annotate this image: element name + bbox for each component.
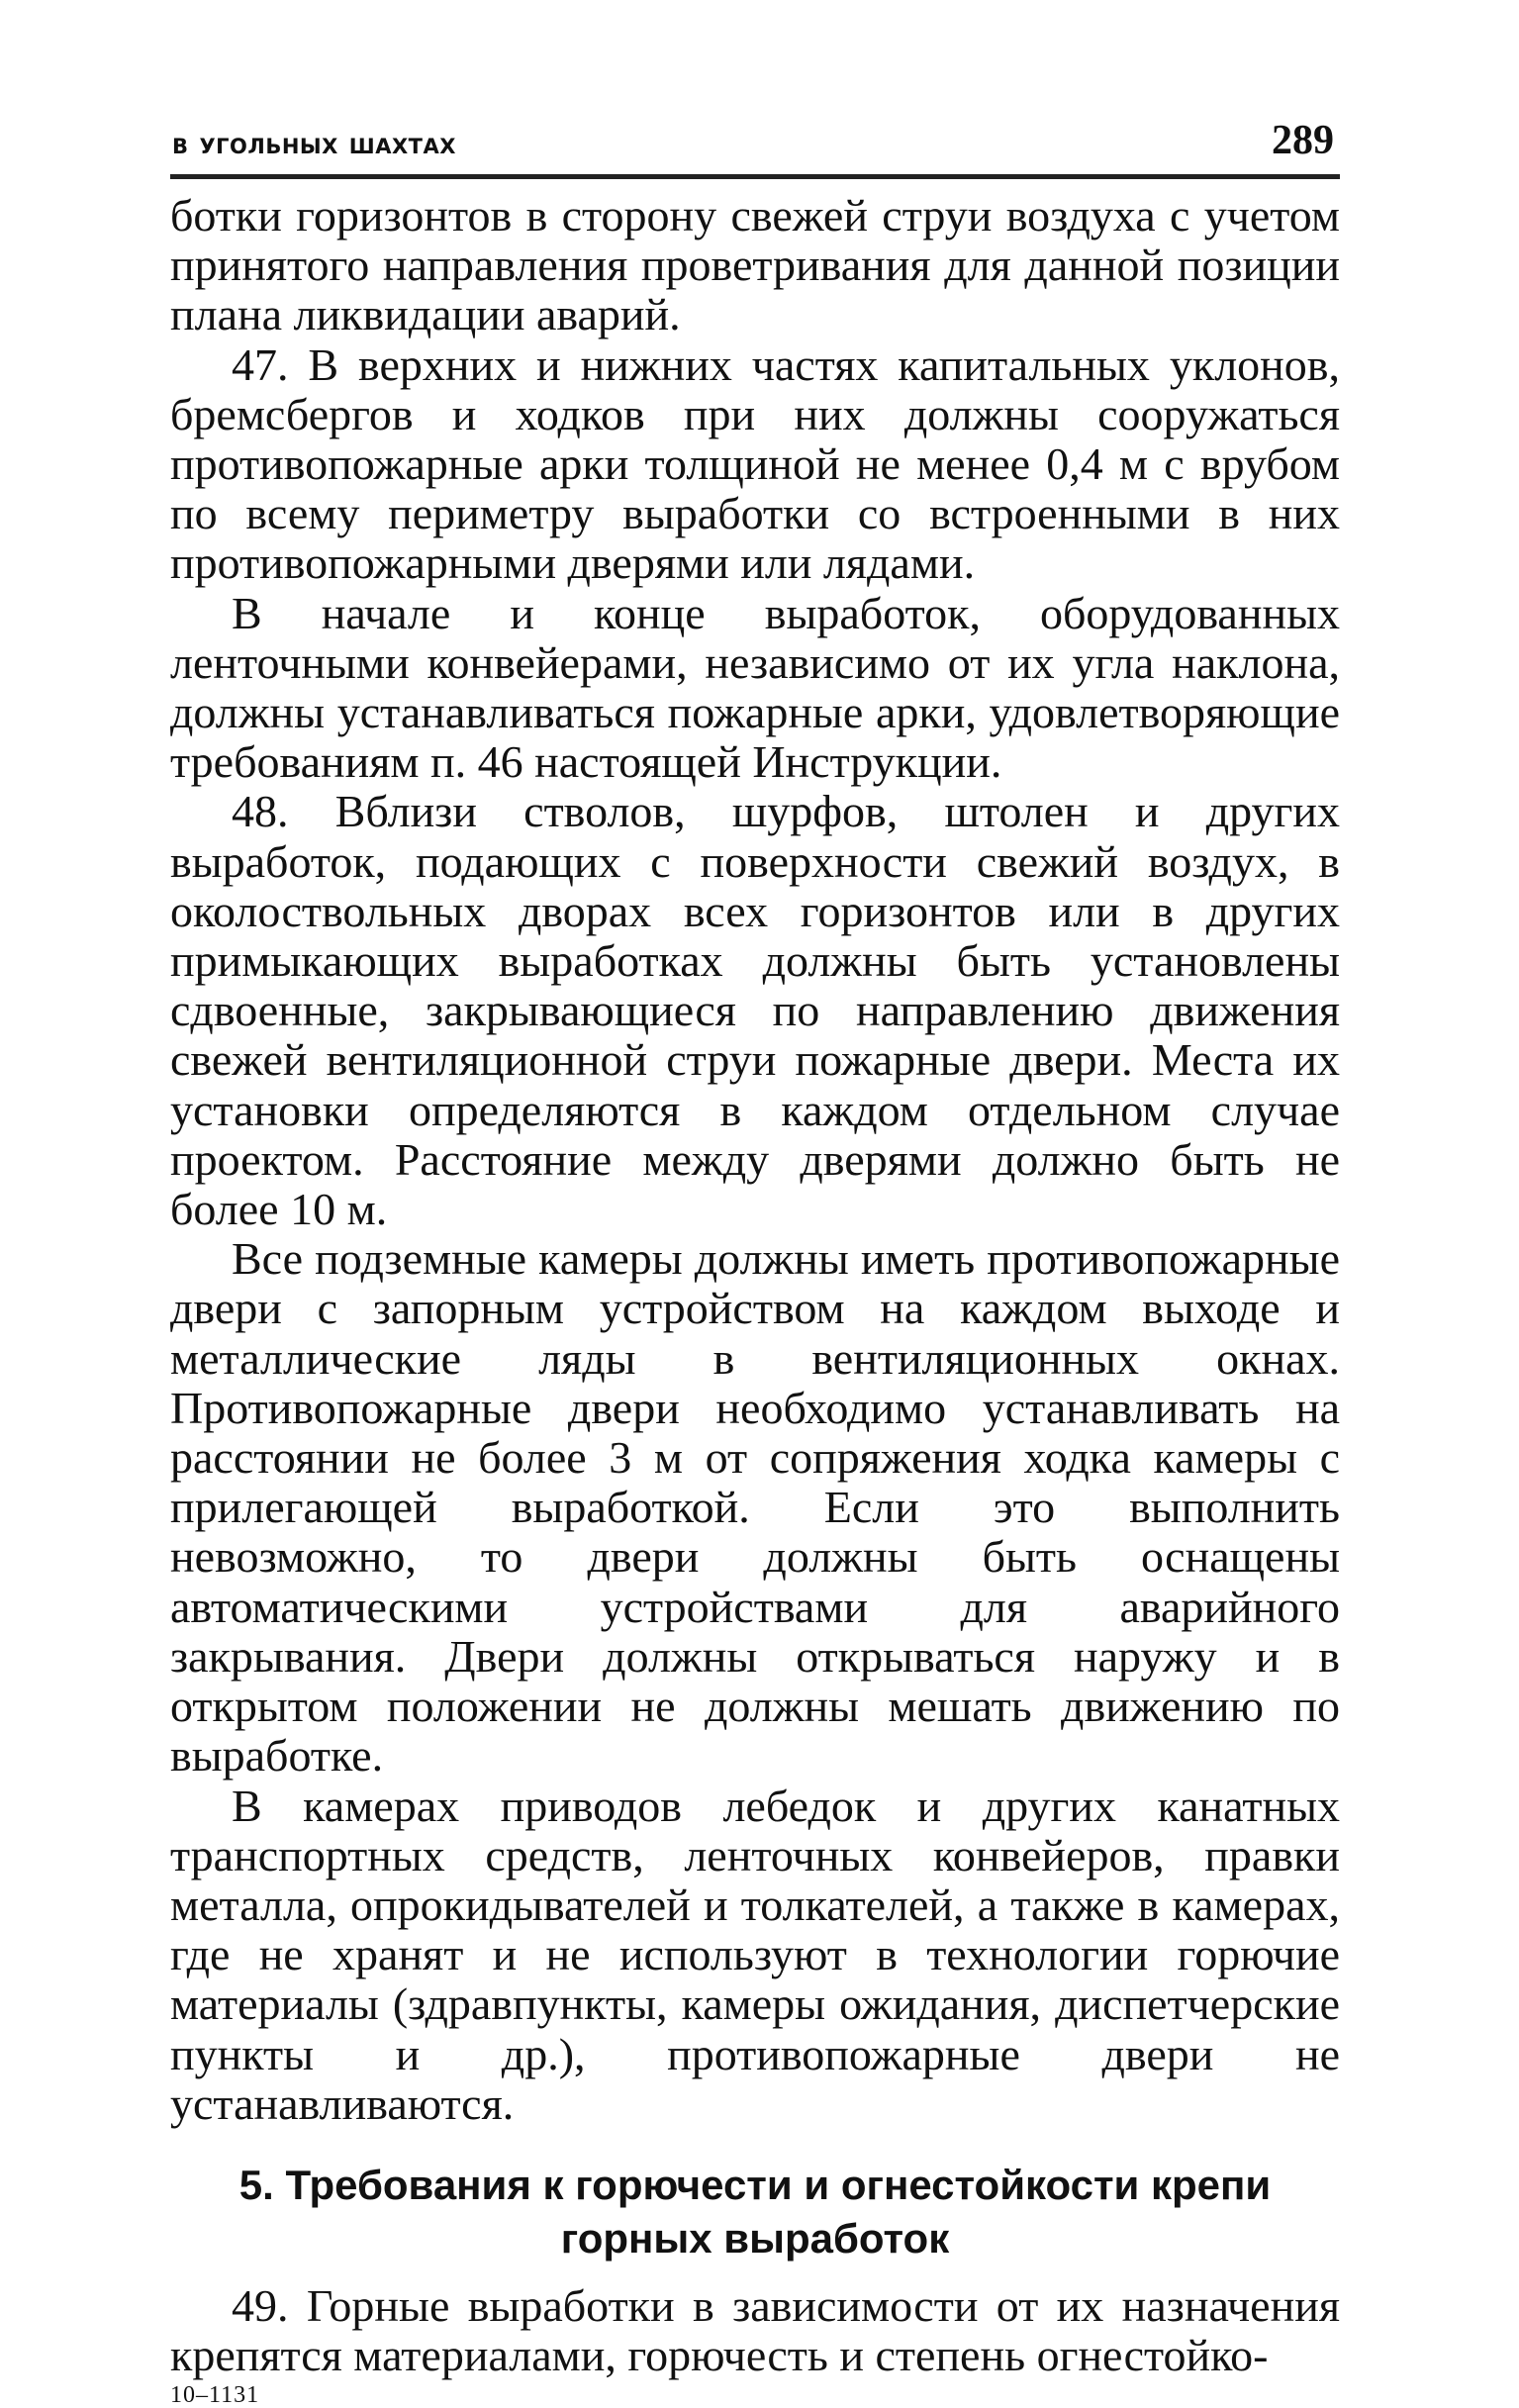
paragraph-continuation: ботки горизонтов в сторону свежей струи воздуха с учетом принятого направления проветривания для данной позиции плана ликвидации аварий. [170,190,1340,340]
book-page [170,117,1340,2408]
paragraph-48: 48. Вблизи стволов, шурфов, штолен и других выработок, подающих с поверхности свежий воздух, в околоствольных дворах всех горизонтов или в других примыкающих выработках должны быть установлены сдвоенные, закрывающиеся по направлению движения свежей вентиляционной струи пожарные двери. Места их установки определяются в каждом отдельном случае проектом. Расстояние между дверями должно быть не более 10 м. [170,786,1340,1235]
paragraph-underground-chambers: Все подземные камеры должны иметь противопожарные двери с запорным устройством на каждом выходе и металлические ляды в вентиляционных окнах. Противопожарные двери необходимо устанавливать на расстоянии не более 3 м от сопряжения ходка камеры с прилегающей выработкой. Если это выполнить невозможно, то двери должны быть оснащены автоматическими устройствами для аварийного закрывания. Двери должны открываться наружу и в открытом положении не должны мешать движению по выработке. [170,1233,1340,1782]
header-rule [170,174,1340,179]
section-heading: 5. Требования к горючести и огнестойкости крепи горных выработок [238,2161,1272,2262]
paragraph-47: 47. В верхних и нижних частях капитальных уклонов, бремсбергов и ходков при них должны сооружаться противопожарные арки толщиной не менее 0,4 м с врубом по всему периметру выработки со встроенными в них противопожарными дверями или лядами. [170,338,1340,589]
running-title: в угольных шахтах [172,127,456,161]
page-number: 289 [1272,118,1334,163]
paragraph-winch-chambers: В камерах приводов лебедок и других канатных транспортных средств, ленточных конвейеров, правки металла, опрокидывателей и толкателей, а также в камерах, где не хранят и не используют в технологии горючие материалы (здравпункты, камеры ожидания, диспетчерские пункты и др.), противопожарные двери не устанавливаются. [170,1780,1340,2129]
signature-mark: 10–1131 [170,2382,260,2408]
running-head [170,117,1340,172]
paragraph-conveyor-arches: В начале и конце выработок, оборудованных ленточными конвейерами, независимо от их угла наклона, должны устанавливаться пожарные арки, удовлетворяющие требованиям п. 46 настоящей Инструкции. [170,587,1340,788]
paragraph-49: 49. Горные выработки в зависимости от их назначения крепятся материалами, горючесть и степень огнестойко- [170,2279,1340,2381]
